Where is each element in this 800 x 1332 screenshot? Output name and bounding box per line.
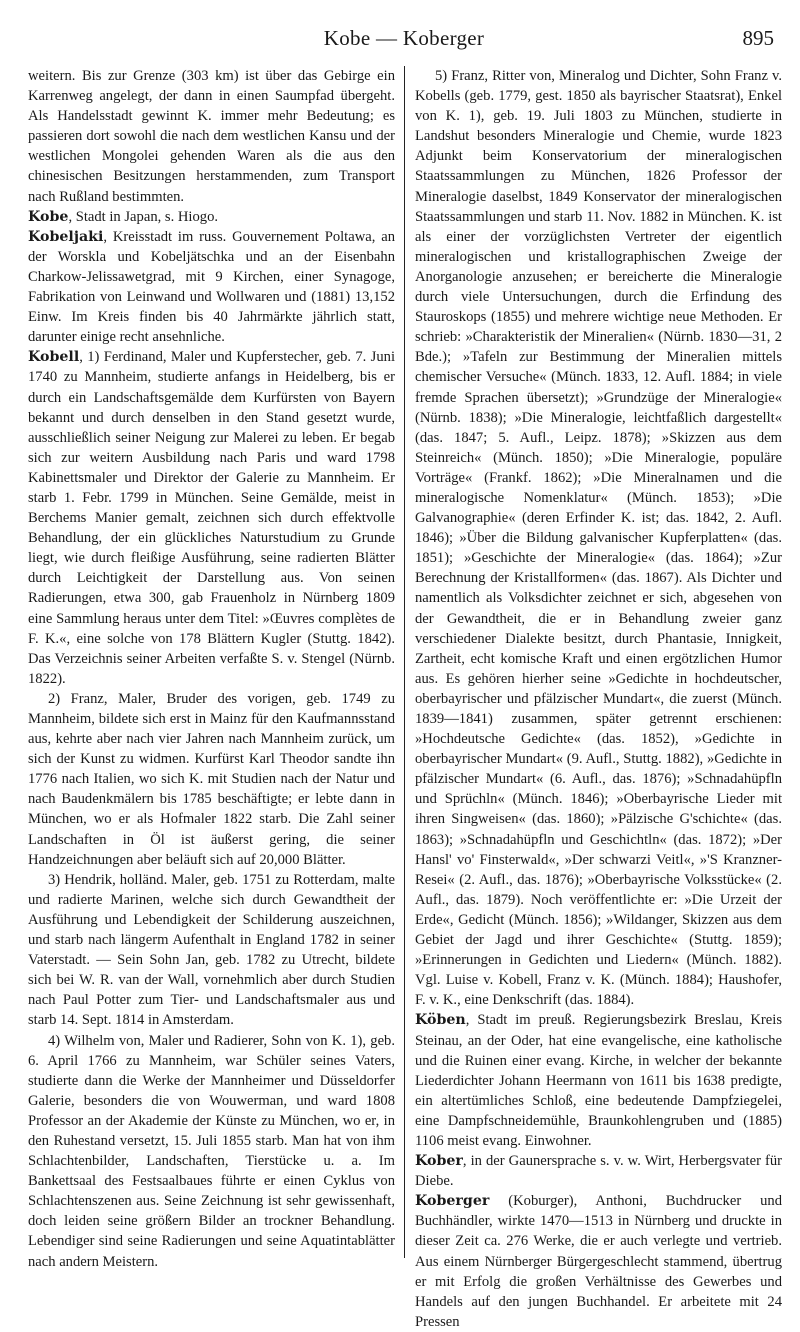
entry-text: , 1) Ferdinand, Maler und Kupferstecher, geb. 7. Juni 1740 zu Mannheim, studierte anfangs in Heidelberg, bis er durch ein Landschaftsgemälde dem Kurfürsten von Bayern bekannt und durch denselben in den Stand gesetzt wurde, ausschließlich seiner Neigung zur Malerei zu leben. Er begab sich zur weitern Ausbildung nach Paris und ward 1798 Kabinettsmaler und Direktor der Galerie zu Mannheim. Er starb 1. Febr. 1799 in München. Seine Gemälde, meist in Berchems Manier gemalt, zeichnen sich durch effektvolle Behandlung, der ein glückliches Naturstudium zu Grunde liegt, wie durch fleißige Ausführung, seine radierten Blätter durch Leichtigkeit der Darstellung aus. Von seinen Radierungen, etwa 300, gab Frauenholz in Nürnberg 1809 eine Sammlung heraus unter dem Titel: »Œuvres complètes de F. K.«, eine solche von 178 Blättern Kugler (Stuttg. 1842). Das Verzeichnis seiner Arbeiten verfaßte S. v. Stengel (Nürnb. 1822). [28,349,395,687]
entry-text: 5) Franz, Ritter von, Mineralog und Dichter, Sohn Franz v. Kobells (geb. 1779, gest. 1850 als bayrischer Staatsrat), Enkel von K. 1), geb. 19. Juli 1803 zu München, studierte in Landshut besonders Mineralogie und Chemie, wurde 1823 Adjunkt beim Konservatorium der mineralogischen Staatssammlungen zu München, 1826 Professor der Mineralogie daselbst, 1849 Konservator der mineralogischen Staatssammlungen und starb 11. Nov. 1882 in München. K. ist als einer der vorzüglichsten Vertreter der eigentlich mineralogischen und kristallographischen Zweige der Anorganologie anzusehen; er bereicherte die Mineralogie durch viele Untersuchungen, durch die Erfindung des Stauroskops (1855) und mehrere wichtige neue Methoden. Er schrieb: »Charakteristik der Mineralien« (Nürnb. 1830—31, 2 Bde.); »Tafeln zur Bestimmung der Mineralien mittels chemischer Versuche« (Münch. 1833, 12. Aufl. 1884; in viele fremde Sprachen übersetzt); »Grundzüge der Mineralogie« (Nürnb. 1838); »Die Mineralogie, leichtfaßlich dargestellt« (das. 1847; 5. Aufl., Leipz. 1878); »Skizzen aus dem Steinreich« (Münch. 1850); »Die Mineralogie, populäre Vorträge« (Frankf. 1862); »Die Mineralnamen und die mineralogische Nomenklatur« (Münch. 1853); »Die Galvanographie« (deren Erfinder K. ist; das. 1842, 2. Aufl. 1846); »Über die Bildung galvanischer Kupferplatten« (das. 1851); »Geschichte der Mineralogie« (das. 1864); »Zur Berechnung der Kristallformen« (das. 1867). Als Dichter und namentlich als Volksdichter zeichnet er sich, abgesehen von der Gewandtheit, die er in Behandlung zweier ganz verschiedener Dialekte besitzt, durch Phantasie, Innigkeit, Zartheit, echt komische Kraft und einen ergötzlichen Humor aus. Es gehören hierher seine »Gedichte in hochdeutscher, oberbayrischer und pfälzischer Mundart«, die zuerst (Münch. 1839—1841) zusammen, später getrennt erschienen: »Hochdeutsche Gedichte« (das. 1852), »Gedichte in oberbayrischer Mundart« (9. Aufl., Stuttg. 1882), »Gedichte in pfälzischer Mundart« (6. Aufl., das. 1876); »Schnadahüpfln und Sprüchln« (Münch. 1846); »Oberbayrische Lieder mit ihren Singweisen« (das. 1860); »Pälzische G'schichte« (das. 1863); »Schnadahüpfln und Geschichtln« (das. 1872); »Der Hansl' vo' Finsterwald«, »Der schwarzi Veitl«, »'S Kranzner-Resei« (2. Aufl., das. 1876); »Oberbayrische Volksstücke« (2. Aufl., das. 1879). Noch veröffentlichte er: »Die Urzeit der Erde«, Gedicht (Münch. 1856); »Wildanger, Skizzen aus dem Gebiet der Jagd und ihrer Geschichte« (Stuttg. 1859); »Erinnerungen in Gedichten und Liedern« (Münch. 1882). Vgl. Luise v. Kobell, Franz v. K. (Münch. 1884); Haushofer, F. v. K., eine Denkschrift (das. 1884). [415,68,782,1009]
entry-text: 4) Wilhelm von, Maler und Radierer, Sohn von K. 1), geb. 6. April 1766 zu Mannheim, war Schüler seines Vaters, studierte dann die Werke der Mannheimer und Düsseldorfer Galerie, besonders die von Wouwerman, und ward 1808 Professor an der Akademie der Künste zu München, wo er, in den Ruhestand versetzt, 15. Juli 1855 starb. Man hat von ihm Schlachtenbilder, Landschaften, Tierstücke u. a. Im Bankettsaal des Festsaalbaues führte er einen Cyklus von Schlachtenszenen aus. Seine Zeichnung ist sehr gewissenhaft, doch leiden seine größern Bilder an trockner Behandlung. Lebendiger sind seine Radierungen und seine Aquatintablätter nach andern Meistern. [28,1032,395,1270]
entry-text: 3) Hendrik, holländ. Maler, geb. 1751 zu Rotterdam, malte und radierte Marinen, welche sich durch Gewandtheit der Ausführung und Lebendigkeit der Schilderung auszeichnen, und starb nach längerm Aufenthalt in England 1782 in seiner Vaterstadt. — Sein Sohn Jan, geb. 1782 zu Utrecht, bildete sich bei W. R. van der Wall, vornehmlich aber durch Studien nach Paul Potter zum Tier- und Landschaftsmaler aus und starb 14. Sept. 1814 in Amsterdam. [28,871,395,1029]
entry-paragraph [415,66,782,1010]
entry-text: , Stadt im preuß. Regierungsbezirk Breslau, Kreis Steinau, an der Oder, hat eine evangelische, eine katholische und die Ruinen einer evang. Kirche, in welcher der bekannte Liederdichter Johann Heermann von 1611 bis 1638 predigte, ein altertümliches Schloß, eine bedeutende Dampfziegelei, eine Dampfschneidemühle, Braunkohlengruben und (1885) 1106 meist evang. Einwohner. [415,1012,782,1149]
entry-headword: Köben [415,1012,466,1029]
entry-text: , Kreisstadt im russ. Gouvernement Poltawa, an der Worskla und Kobeljätschka und an der Eisenbahn Charkow-Jelissawetgrad, mit 9 Kirchen, einer Synagoge, Fabrikation von Leinwand und Wollwaren und (1881) 13,152 Einw. Im Kreis finden bis 40 Jahrmärkte jährlich statt, darunter einige recht ansehnliche. [28,228,395,346]
entry-headword: Kober [415,1153,463,1170]
page-header [28,22,780,52]
entry-text: weitern. Bis zur Grenze (303 km) ist über das Gebirge ein Karrenweg angelegt, der dann in einen Saumpfad übergeht. Als Handelsstadt gewinnt K. immer mehr Bedeutung; es passieren dort sowohl die nach dem westlichen Kansu und der westlichen Mongolei gehenden Waren als die aus den chinesischen Besitzungen herstammenden, zum Transport nach Rußland bestimmten. [28,68,395,205]
right-column [415,66,782,1330]
entry-headword: Kobe [28,208,69,225]
entry-text: , Stadt in Japan, s. Hiogo. [68,208,219,225]
entry-paragraph [28,207,395,227]
entry-headword: Koberger [415,1193,490,1210]
entry-headword: Kobeljaki [28,228,104,245]
left-column [28,66,395,1270]
entry-paragraph [28,66,395,207]
entry-text: (Koburger), Anthoni, Buchdrucker und Buchhändler, wirkte 1470—1513 in Nürnberg und druckte in dieser Zeit ca. 276 Werke, die er auch verlegte und vertrieb. Aus einem Nürnberger Bürgergeschlecht stammend, übertrug er mit Erfolg die großen Verhältnisse des Gewerbes und Handels auf den jungen Buchhandel. Er arbeitete mit 24 Pressen [415,1193,782,1330]
running-head: Kobe — Koberger [323,26,485,50]
entry-paragraph [28,1031,395,1272]
entry-paragraph [415,1010,782,1151]
entry-text: 2) Franz, Maler, Bruder des vorigen, geb. 1749 zu Mannheim, bildete sich erst in Mainz für den Kaufmannsstand aus, kehrte aber nach vier Jahren nach Mannheim zurück, um sich der Kunst zu widmen. Kurfürst Karl Theodor sandte ihn 1776 nach Italien, wo sich K. mit Studien nach der Natur und nach Baudenkmälern bis 1785 beschäftigte; er lebte dann in München, wo er als Hofmaler 1822 starb. Die Zahl seiner Landschaften in Öl ist äußerst gering, die seiner Handzeichnungen aber beläuft sich auf 20,000 Blätter. [28,690,395,868]
column-divider [404,66,405,1258]
entry-paragraph [28,870,395,1031]
page-number: 895 [742,26,774,50]
entry-text: , in der Gaunersprache s. v. w. Wirt, Herbergsvater für Diebe. [415,1153,782,1190]
entry-paragraph [28,227,395,348]
entry-paragraph [415,1191,782,1332]
entry-headword: Kobell [28,349,80,366]
entry-paragraph [28,689,395,870]
entry-paragraph [28,347,395,689]
entry-paragraph [415,1151,782,1191]
